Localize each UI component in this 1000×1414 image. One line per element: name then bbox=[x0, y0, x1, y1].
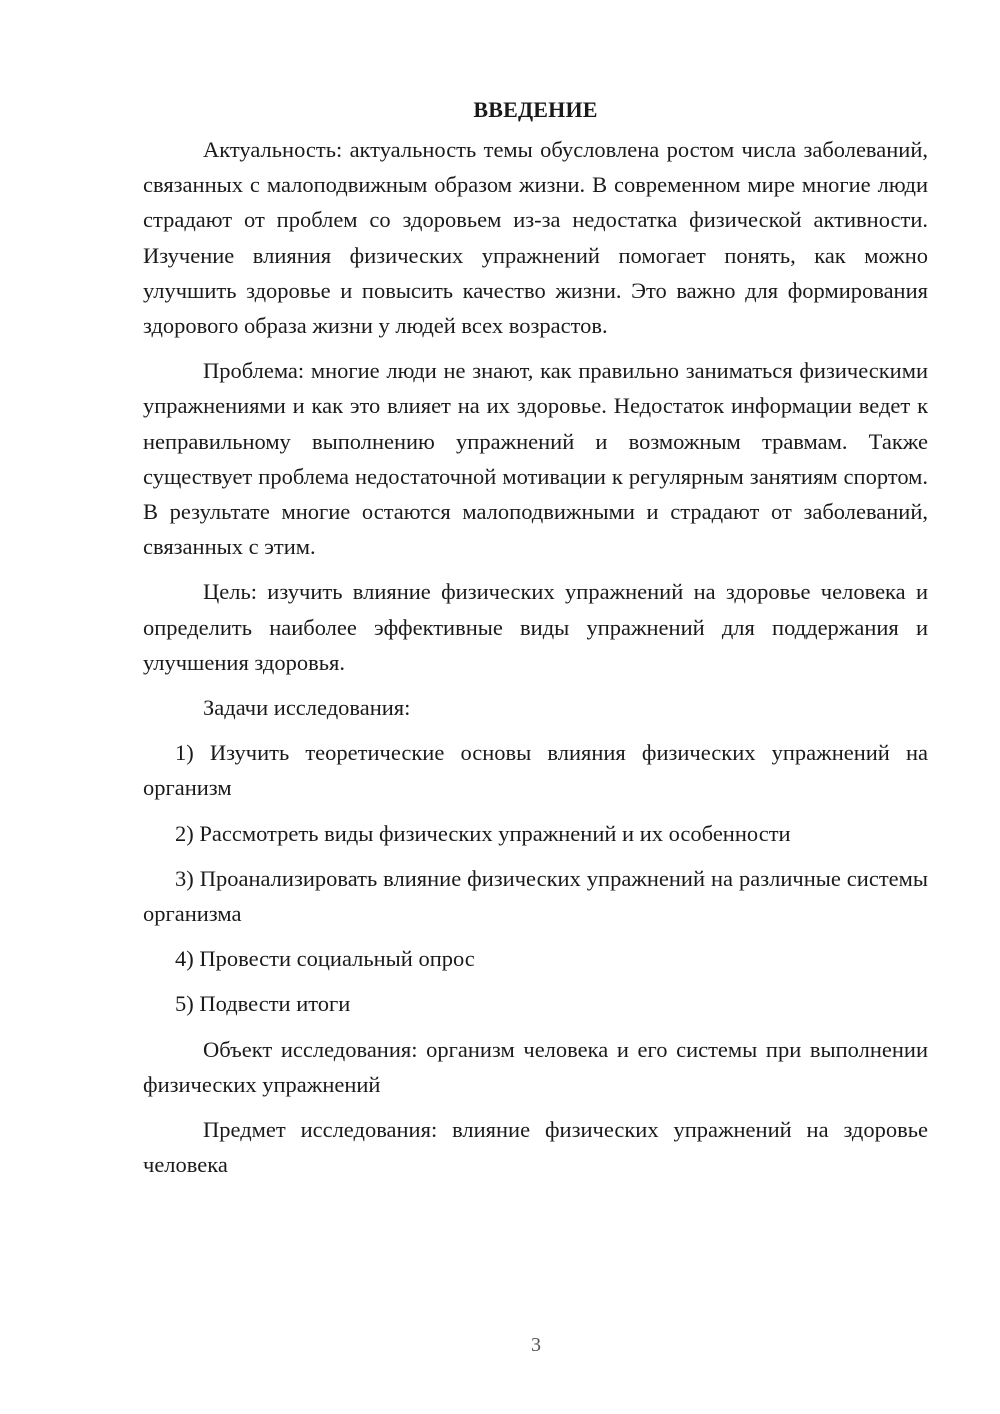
page-number: 3 bbox=[531, 1334, 541, 1356]
object-paragraph: Объект исследования: организм человека и его системы при выполнении физических упражнений bbox=[143, 1036, 928, 1097]
task-item-1: 1) Изучить теоретические основы влияния физических упражнений на организм bbox=[143, 740, 928, 801]
task-item-4: 4) Провести социальный опрос bbox=[175, 946, 475, 972]
subject-paragraph: Предмет исследования: влияние физических упражнений на здоровье человека bbox=[143, 1117, 928, 1178]
problem-paragraph: Проблема: многие люди не знают, как правильно заниматься физическими упражнениями и как это влияет на их здоровье. Недостаток информации ведет к неправильному выполнению упражнений и возможным травмам. Также существует проблема недостаточной мотивации к регулярным занятиям спортом. В результате многие остаются малоподвижными и страдают от заболеваний, связанных с этим. bbox=[143, 358, 928, 560]
tasks-heading: Задачи исследования: bbox=[203, 695, 411, 721]
goal-paragraph: Цель: изучить влияние физических упражнений на здоровье человека и определить наиболее эффективные виды упражнений для поддержания и улучшения здоровья. bbox=[143, 579, 928, 675]
task-item-5: 5) Подвести итоги bbox=[175, 991, 351, 1017]
relevance-paragraph: Актуальность: актуальность темы обусловлена ростом числа заболеваний, связанных с малоподвижным образом жизни. В современном мире многие люди страдают от проблем со здоровьем из-за недостатка физической активности. Изучение влияния физических упражнений помогает понять, как можно улучшить здоровье и повысить качество жизни. Это важно для формирования здорового образа жизни у людей всех возрастов. bbox=[143, 137, 928, 339]
page-title: ВВЕДЕНИЕ bbox=[473, 97, 598, 122]
task-item-2: 2) Рассмотреть виды физических упражнений и их особенности bbox=[175, 820, 791, 846]
task-item-3: 3) Проанализировать влияние физических упражнений на различные системы организма bbox=[143, 865, 928, 927]
document-body bbox=[143, 92, 928, 1192]
